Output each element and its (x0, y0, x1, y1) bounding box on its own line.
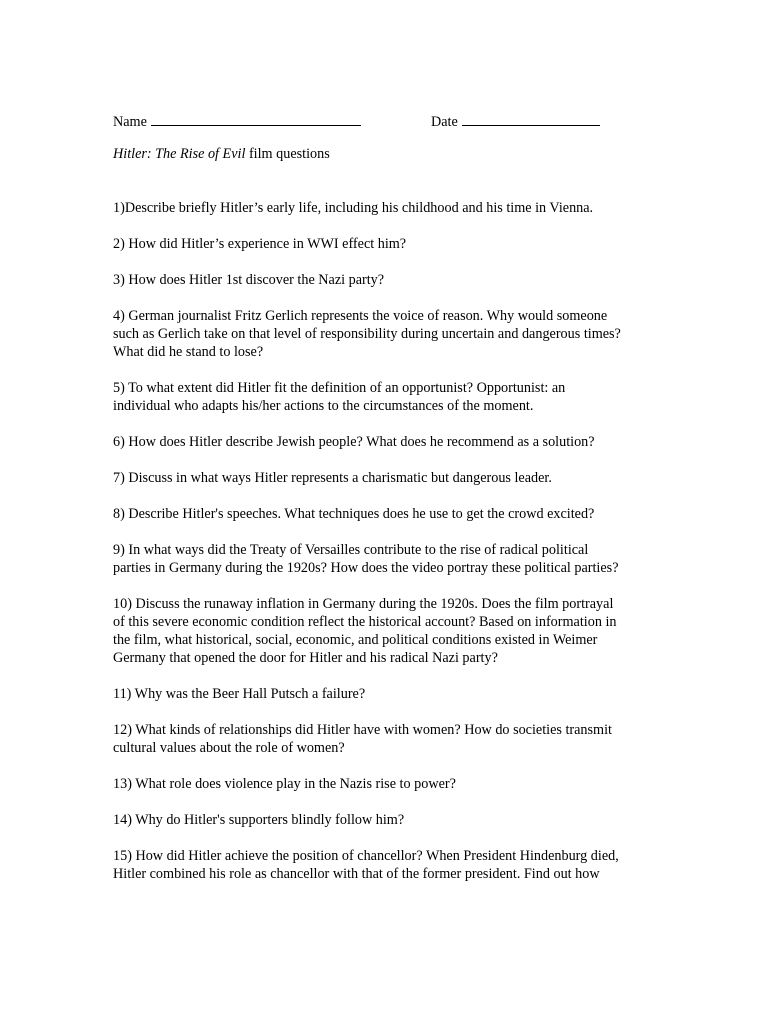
worksheet-title (113, 145, 673, 163)
question-3: 3) How does Hitler 1st discover the Nazi party? (113, 272, 385, 288)
question-9: 9) In what ways did the Treaty of Versailles contribute to the rise of radical political parties in Germany during the 1920s? How does the video portray these political parties? (113, 542, 619, 576)
name-field (113, 111, 361, 131)
question-2: 2) How did Hitler’s experience in WWI effect him? (113, 236, 407, 252)
question-4: 4) German journalist Fritz Gerlich represents the voice of reason. Why would someone such as Gerlich take on that level of responsibility during uncertain and dangerous times? What did he stand to lose? (113, 308, 621, 360)
name-blank-line (151, 111, 361, 126)
film-title: Hitler: The Rise of Evil (113, 146, 246, 162)
date-field (431, 111, 600, 131)
worksheet-page (113, 109, 673, 883)
question-6: 6) How does Hitler describe Jewish people? What does he recommend as a solution? (113, 434, 595, 450)
question-12: 12) What kinds of relationships did Hitler have with women? How do societies transmit cultural values about the role of women? (113, 722, 612, 756)
date-blank-line (462, 111, 600, 126)
question-7: 7) Discuss in what ways Hitler represents a charismatic but dangerous leader. (113, 470, 552, 486)
question-5: 5) To what extent did Hitler fit the definition of an opportunist? Opportunist: an individual who adapts his/her actions to the circumstances of the moment. (113, 380, 566, 414)
question-10: 10) Discuss the runaway inflation in Germany during the 1920s. Does the film portrayal of this severe economic condition reflect the historical account? Based on information in the film, what historical, social, economic, and political conditions existed in Weimer Germany that opened the door for Hitler and his radical Nazi party? (113, 596, 617, 666)
name-label: Name (113, 114, 147, 130)
question-11: 11) Why was the Beer Hall Putsch a failure? (113, 686, 366, 702)
question-14: 14) Why do Hitler's supporters blindly follow him? (113, 812, 405, 828)
question-list (113, 199, 673, 883)
question-13: 13) What role does violence play in the Nazis rise to power? (113, 776, 456, 792)
title-suffix: film questions (245, 146, 330, 162)
header (113, 109, 673, 131)
question-15: 15) How did Hitler achieve the position of chancellor? When President Hindenburg died, Hitler combined his role as chancellor with that of the former president. Find out how (113, 848, 619, 882)
question-1: 1)Describe briefly Hitler’s early life, including his childhood and his time in Vienna. (113, 200, 594, 216)
date-label: Date (431, 114, 458, 130)
question-8: 8) Describe Hitler's speeches. What techniques does he use to get the crowd excited? (113, 506, 595, 522)
